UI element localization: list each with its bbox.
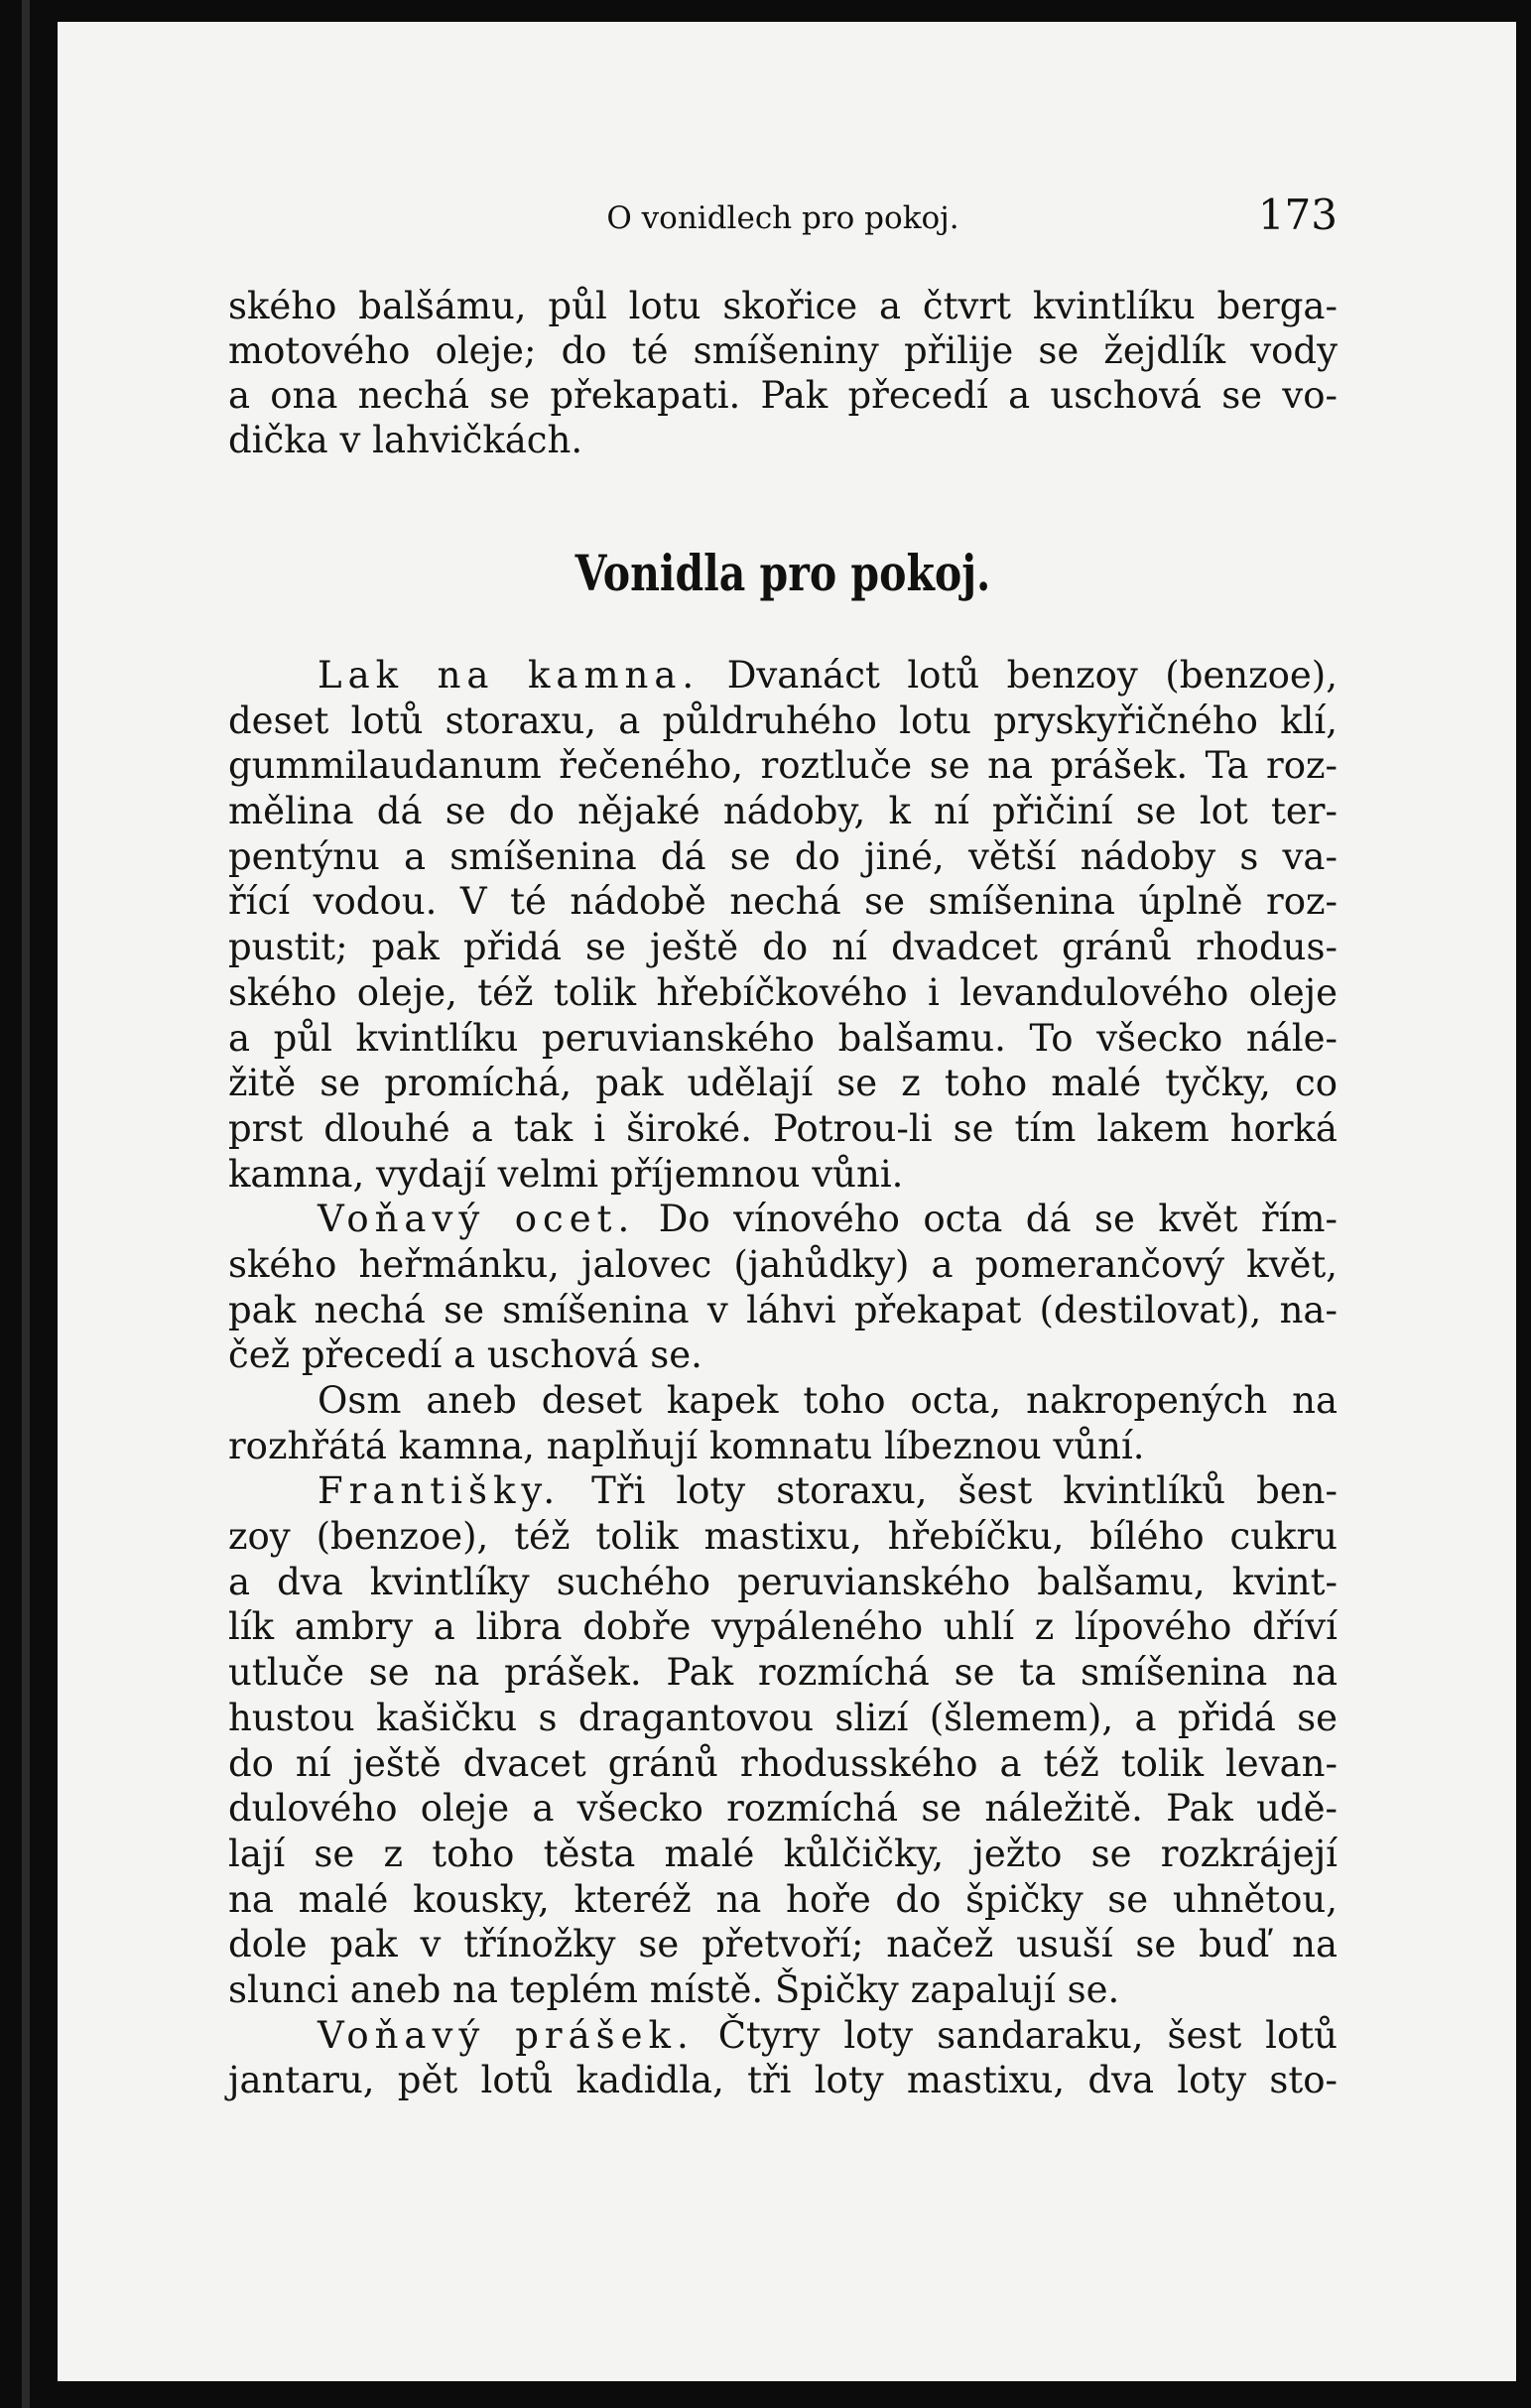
text-line: a dva kvintlíky suchého peruvianského balšamu, kvint- (228, 1560, 1338, 1603)
recipe-text: Do vínového octa dá se květ řím- (635, 1198, 1338, 1241)
recipe-first-line (228, 1197, 1338, 1242)
text-line: dole pak v třínožky se přetvoří; načež usuší se buď na (228, 1923, 1338, 1966)
text-line: kamna, vydají velmi příjemnou vůni. (228, 1152, 904, 1196)
running-title: O vonidlech pro pokoj. (606, 200, 959, 236)
page-header (228, 190, 1338, 250)
text-line: lík ambry a libra dobře vypáleného uhlí z lípového dříví (228, 1605, 1338, 1649)
text-line: pentýnu a smíšenina dá se do jiné, větší nádoby s va- (228, 834, 1338, 878)
text-line: lají se z toho těsta malé kůlčičky, ježto se rozkrájejí (228, 1832, 1338, 1875)
text-line: ského balšámu, půl lotu skořice a čtvrt kvintlíku berga- (228, 285, 1338, 327)
recipe-title-prasek: Voňavý prášek. (318, 2013, 695, 2057)
text-line: zoy (benzoe), též tolik mastixu, hřebíčku, bílého cukru (228, 1515, 1338, 1559)
text-line: čež přecedí a uschová se. (228, 1333, 702, 1377)
text-line: deset lotů storaxu, a půldruhého lotu pryskyřičného klí, (228, 698, 1338, 742)
text-line: jantaru, pět lotů kadidla, tři loty mastixu, dva loty sto- (228, 2059, 1338, 2102)
recipe-first-line (228, 653, 1338, 698)
recipe-text: Čtyry loty sandaraku, šest lotů (694, 2013, 1338, 2057)
text-line: mělina dá se do nějaké nádoby, k ní přičiní se lot ter- (228, 790, 1338, 833)
text-line: Osm aneb deset kapek toho octa, nakropených na (318, 1379, 1338, 1422)
recipe-first-line (228, 1468, 1338, 1514)
text-line: prst dlouhé a tak i široké. Potrou-li se tím lakem horká (228, 1106, 1338, 1150)
text-line: do ní ještě dvacet gránů rhodusského a též tolik levan- (228, 1741, 1338, 1785)
recipe-text: Tři loty storaxu, šest kvintlíků ben- (561, 1469, 1338, 1513)
text-line: hustou kašičku s dragantovou slizí (šlemem), a přidá se (228, 1696, 1338, 1739)
text-line: motového oleje; do té smíšeniny přilije se žejdlík vody (228, 329, 1338, 372)
text-line: ského oleje, též tolik hřebíčkového i levandulového oleje (228, 970, 1338, 1014)
text-line: rozhřátá kamna, naplňují komnatu líbeznou vůní. (228, 1424, 1145, 1467)
text-line: slunci aneb na teplém místě. Špičky zapalují se. (228, 1967, 1120, 2011)
text-line: a půl kvintlíku peruvianského balšamu. To všecko nále- (228, 1016, 1338, 1060)
recipe-text: Dvanáct lotů benzoy (benzoe), (700, 654, 1338, 697)
text-line: pak nechá se smíšenina v láhvi překapat (destilovat), na- (228, 1288, 1338, 1331)
text-line: pustit; pak přidá se ještě do ní dvadcet gránů rhodus- (228, 926, 1338, 969)
intro-paragraph (228, 284, 1338, 462)
recipe-first-line (228, 2013, 1338, 2059)
recipe-title-lak: Lak na kamna. (318, 654, 701, 697)
text-line: dulového oleje a všecko rozmíchá se náležitě. Pak udě- (228, 1787, 1338, 1831)
text-line: a ona nechá se překapati. Pak přecedí a uschová se vo- (228, 374, 1338, 417)
text-line: dička v lahvičkách. (228, 419, 583, 461)
recipe-title-ocet: Voňavý ocet. (318, 1198, 636, 1241)
recipe-title-frantisky: Františky. (318, 1469, 562, 1513)
page-number: 173 (1257, 190, 1338, 239)
text-line: řící vodou. V té nádobě nechá se smíšenina úplně roz- (228, 880, 1338, 924)
binding-edge (22, 0, 30, 2408)
text-line: gummilaudanum řečeného, roztluče se na prášek. Ta roz- (228, 744, 1338, 788)
recipes (228, 653, 1338, 2103)
text-line: na malé kousky, kteréž na hoře do špičky se uhnětou, (228, 1877, 1338, 1921)
text-line: utluče se na prášek. Pak rozmíchá se ta smíšenina na (228, 1651, 1338, 1695)
text-line: ského heřmánku, jalovec (jahůdky) a pomerančový květ, (228, 1242, 1338, 1286)
text-line: žitě se promíchá, pak udělají se z toho malé tyčky, co (228, 1062, 1338, 1105)
section-heading: Vonidla pro pokoj. (574, 544, 991, 602)
